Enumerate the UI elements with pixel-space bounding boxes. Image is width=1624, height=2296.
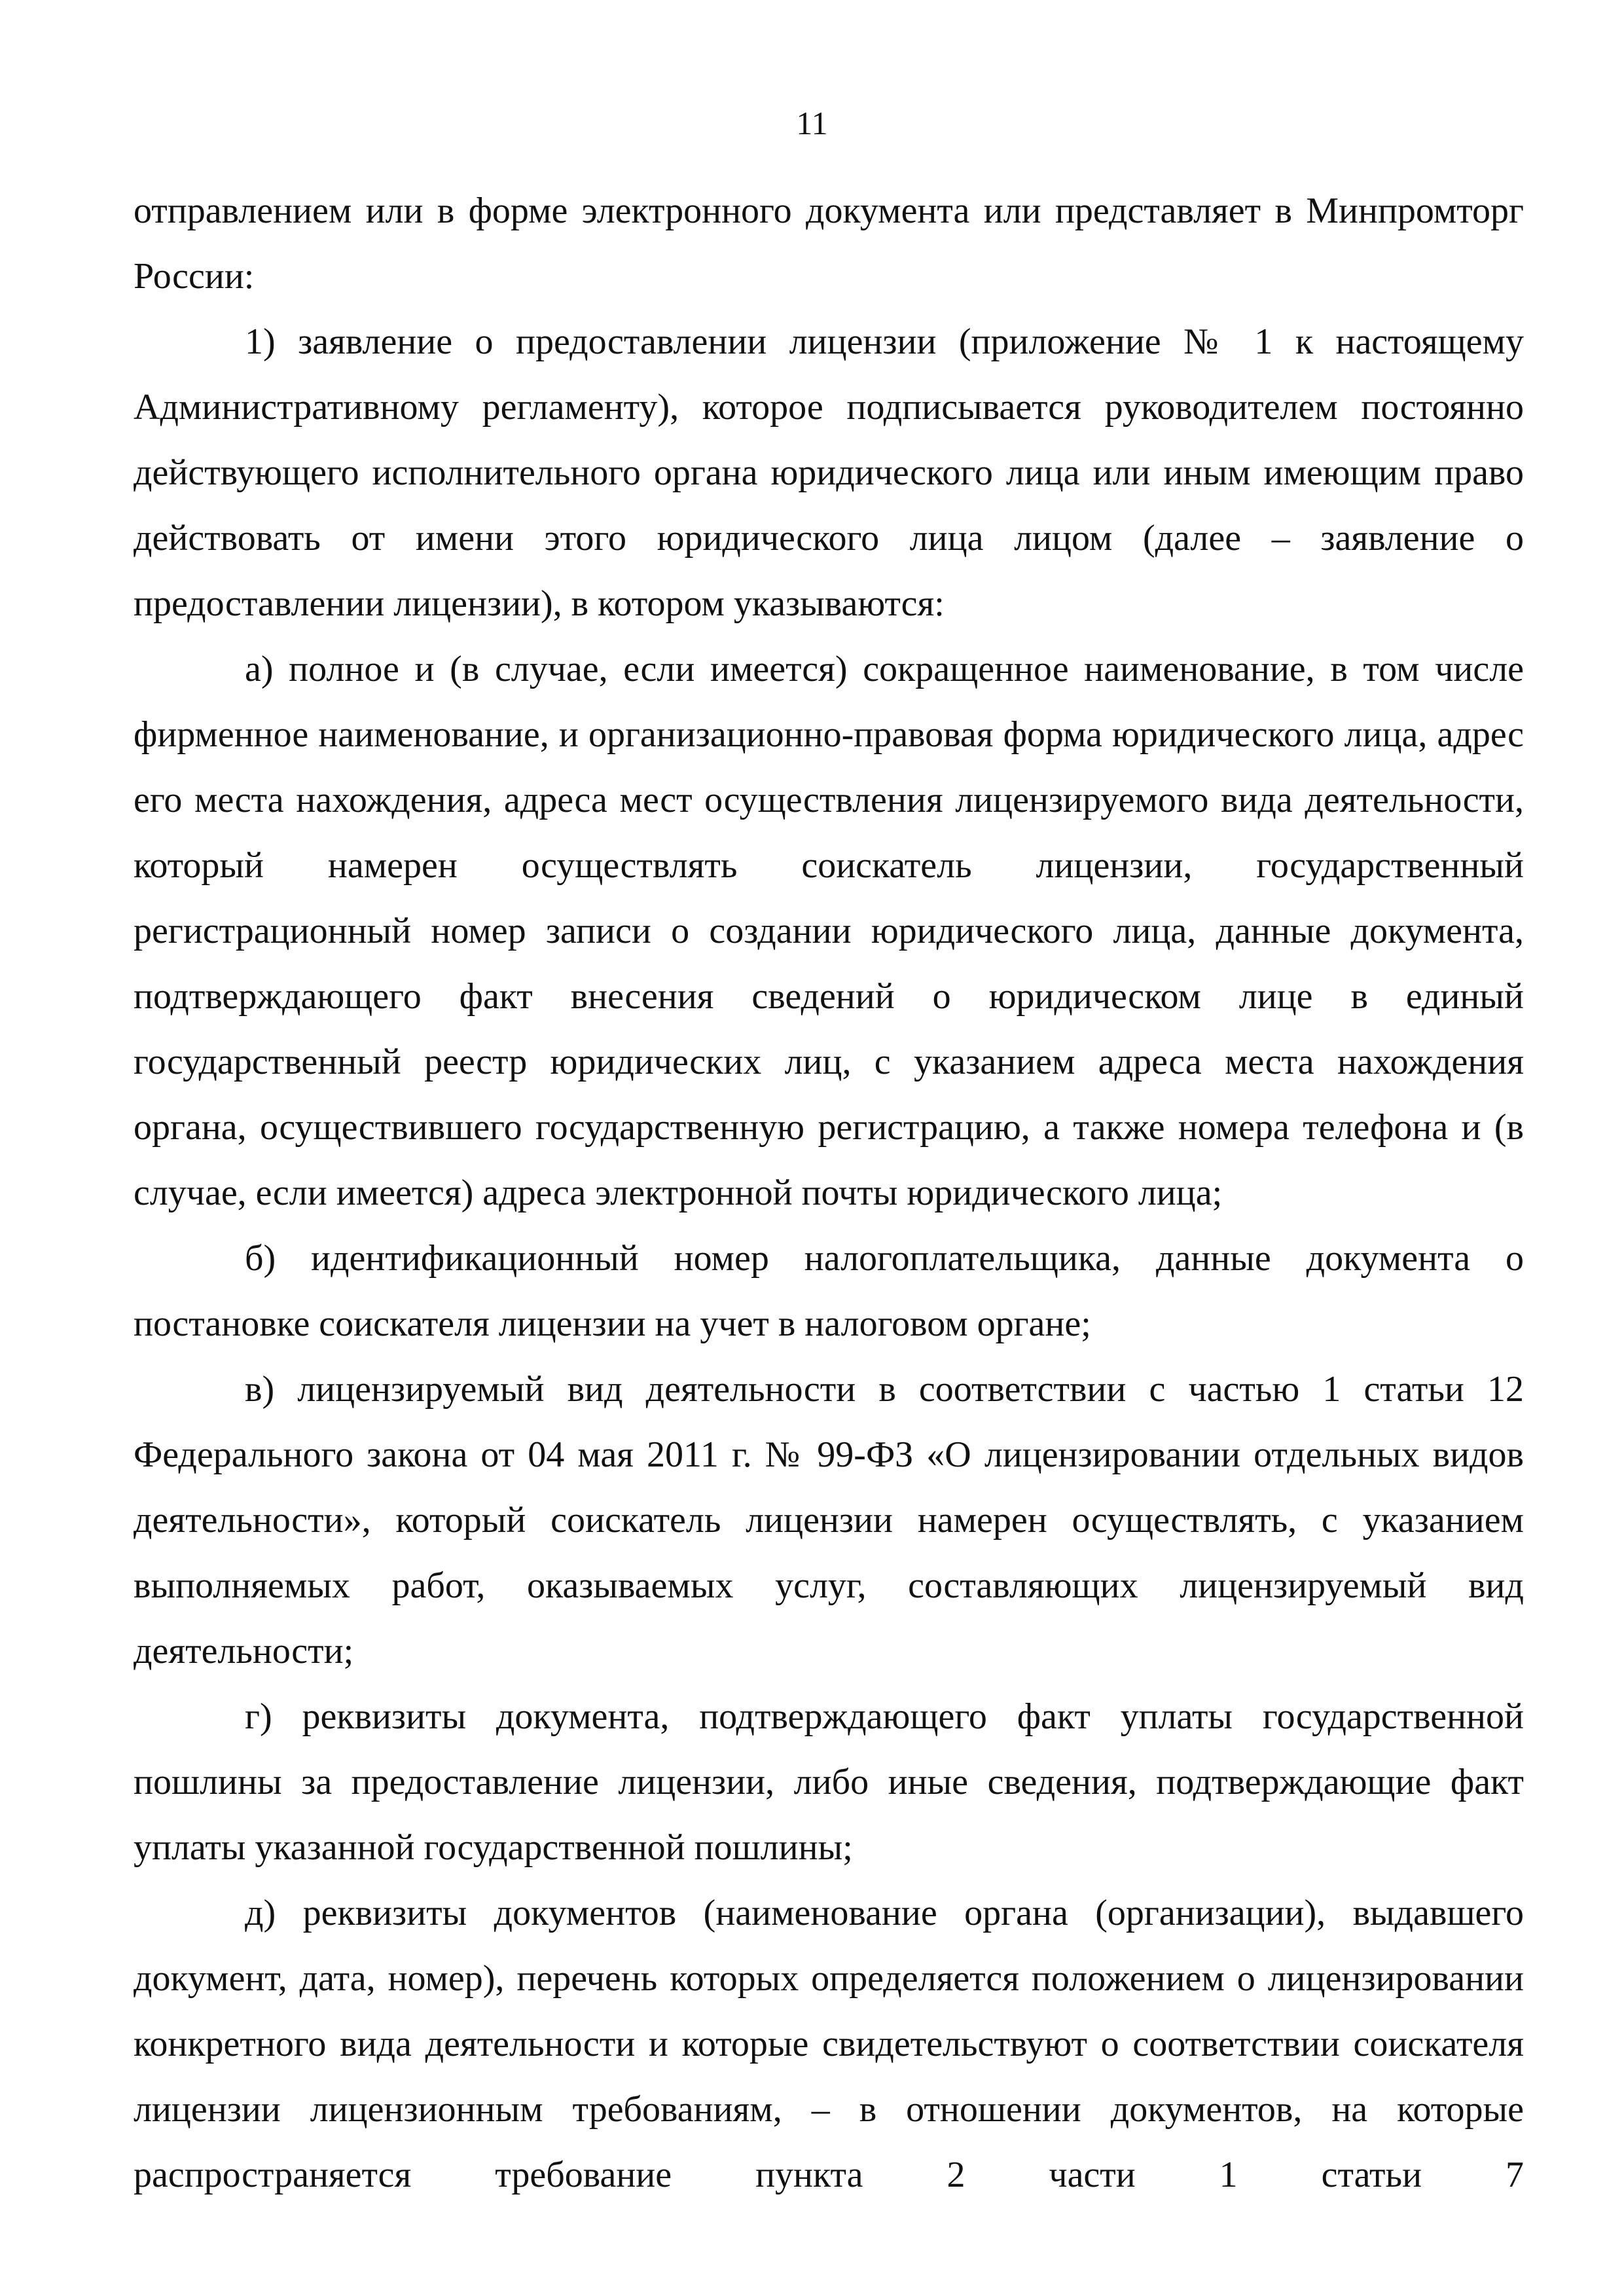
body-text (134, 178, 1524, 2208)
paragraph-continuation: отправлением или в форме электронного документа или представляет в Минпромторг России: (134, 191, 1524, 297)
paragraph-item-1: 1) заявление о предоставлении лицензии (приложение № 1 к настоящему Административному регламенту), которое подписывается руководителем постоянно действующего исполнительного органа юридического лица или иным имеющим право действовать от имени этого юридического лица лицом (далее – заявление о предоставлении лицензии), в котором указываются: (134, 321, 1524, 624)
paragraph-item-d: д) реквизиты документов (наименование органа (организации), выдавшего документ, дата, номер), перечень которых определяется положением о лицензировании конкретного вида деятельности и которые свидетельствуют о соответствии соискателя лицензии лицензионным требованиям, – в отношении документов, на которые распространяется требование пункта 2 части 1 статьи 7 (134, 1893, 1524, 2195)
page-number: 11 (796, 105, 828, 141)
paragraph-item-v: в) лицензируемый вид деятельности в соответствии с частью 1 статьи 12 Федерального закона от 04 мая 2011 г. № 99-ФЗ «О лицензировании отдельных видов деятельности», который соискатель лицензии намерен осуществлять, с указанием выполняемых работ, оказываемых услуг, составляющих лицензируемый вид деятельности; (134, 1369, 1524, 1671)
paragraph-item-b: б) идентификационный номер налогоплательщика, данные документа о постановке соискателя лицензии на учет в налоговом органе; (134, 1238, 1524, 1344)
paragraph-item-g: г) реквизиты документа, подтверждающего факт уплаты государственной пошлины за предоставление лицензии, либо иные сведения, подтверждающие факт уплаты указанной государственной пошлины; (134, 1696, 1524, 1868)
paragraph-item-a: а) полное и (в случае, если имеется) сокращенное наименование, в том числе фирменное наименование, и организационно-правовая форма юридического лица, адрес его места нахождения, адреса мест осуществления лицензируемого вида деятельности, который намерен осуществлять соискатель лицензии, государственный регистрационный номер записи о создании юридического лица, данные документа, подтверждающего факт внесения сведений о юридическом лице в единый государственный реестр юридических лиц, с указанием адреса места нахождения органа, осуществившего государственную регистрацию, а также номера телефона и (в случае, если имеется) адреса электронной почты юридического лица; (134, 649, 1524, 1213)
